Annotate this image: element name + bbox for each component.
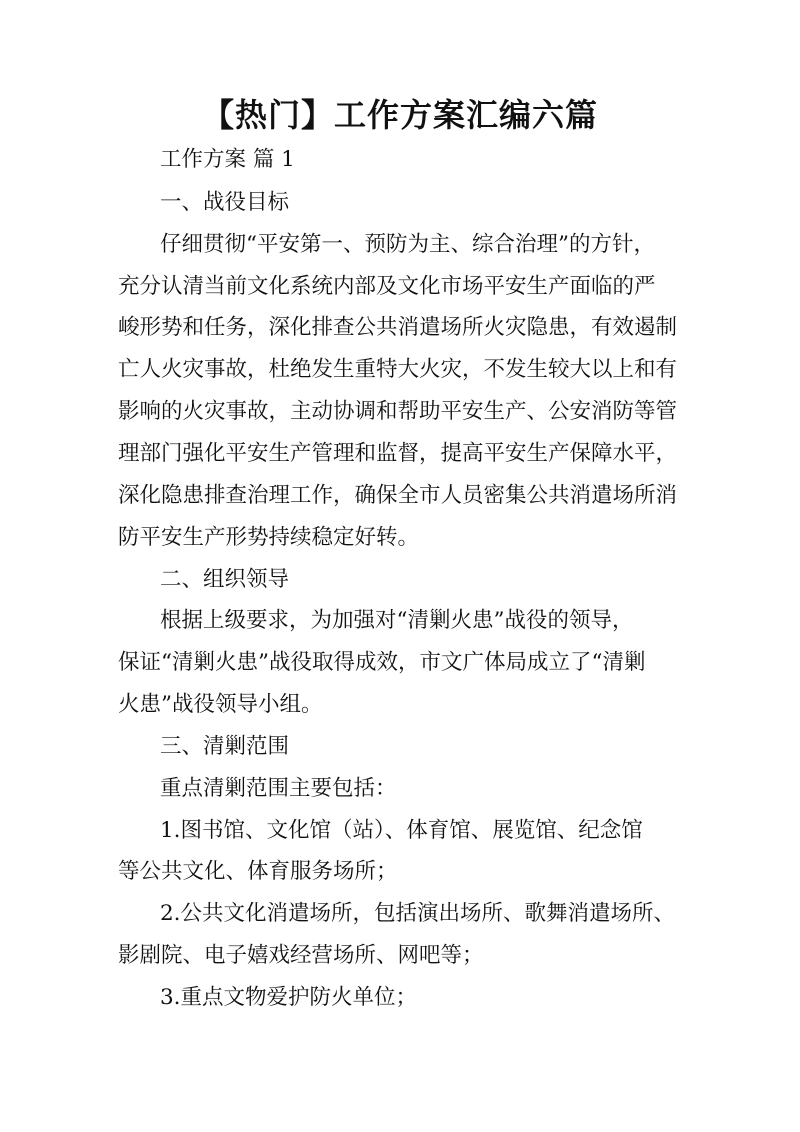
heading-scope: 三、清剿范围: [160, 734, 290, 759]
heading-organization: 二、组织领导: [160, 567, 290, 592]
document-title: 【热门】工作方案汇编六篇: [201, 96, 598, 134]
section-subtitle: 工作方案 篇 1: [160, 147, 295, 172]
list-item-continuation: 影剧院、电子嬉戏经营场所、网吧等；: [118, 943, 484, 968]
paragraph-line: 防平安生产形势持续稳定好转。: [118, 525, 420, 550]
paragraph-line: 仔细贯彻“平安第一、预防为主、综合治理”的方针，: [160, 232, 655, 257]
paragraph-line: 亡人火灾事故，杜绝发生重特大火灾，不发生较大以上和有: [118, 357, 678, 382]
paragraph-line: 深化隐患排查治理工作，确保全市人员密集公共消遣场所消: [118, 483, 678, 508]
list-item: 3.重点文物爱护防火单位；: [160, 985, 418, 1010]
heading-goals: 一、战役目标: [160, 190, 290, 215]
paragraph-line: 理部门强化平安生产管理和监督，提高平安生产保障水平，: [118, 441, 678, 466]
paragraph-line: 影响的火灾事故，主动协调和帮助平安生产、公安消防等管: [118, 399, 678, 424]
list-item-continuation: 等公共文化、体育服务场所；: [118, 859, 398, 884]
list-item: 2.公共文化消遣场所，包括演出场所、歌舞消遣场所、: [160, 901, 676, 926]
paragraph-line: 火患”战役领导小组。: [118, 692, 323, 717]
paragraph-line: 重点清剿范围主要包括：: [160, 776, 397, 801]
paragraph-line: 根据上级要求，为加强对“清剿火患”战役的领导，: [160, 608, 634, 633]
paragraph-line: 充分认清当前文化系统内部及文化市场平安生产面临的严: [118, 274, 656, 299]
paragraph-line: 保证“清剿火患”战役取得成效，市文广体局成立了“清剿: [118, 650, 646, 675]
paragraph-line: 峻形势和任务，深化排查公共消遣场所火灾隐患，有效遏制: [118, 315, 678, 340]
list-item: 1.图书馆、文化馆（站）、体育馆、展览馆、纪念馆: [160, 818, 643, 843]
